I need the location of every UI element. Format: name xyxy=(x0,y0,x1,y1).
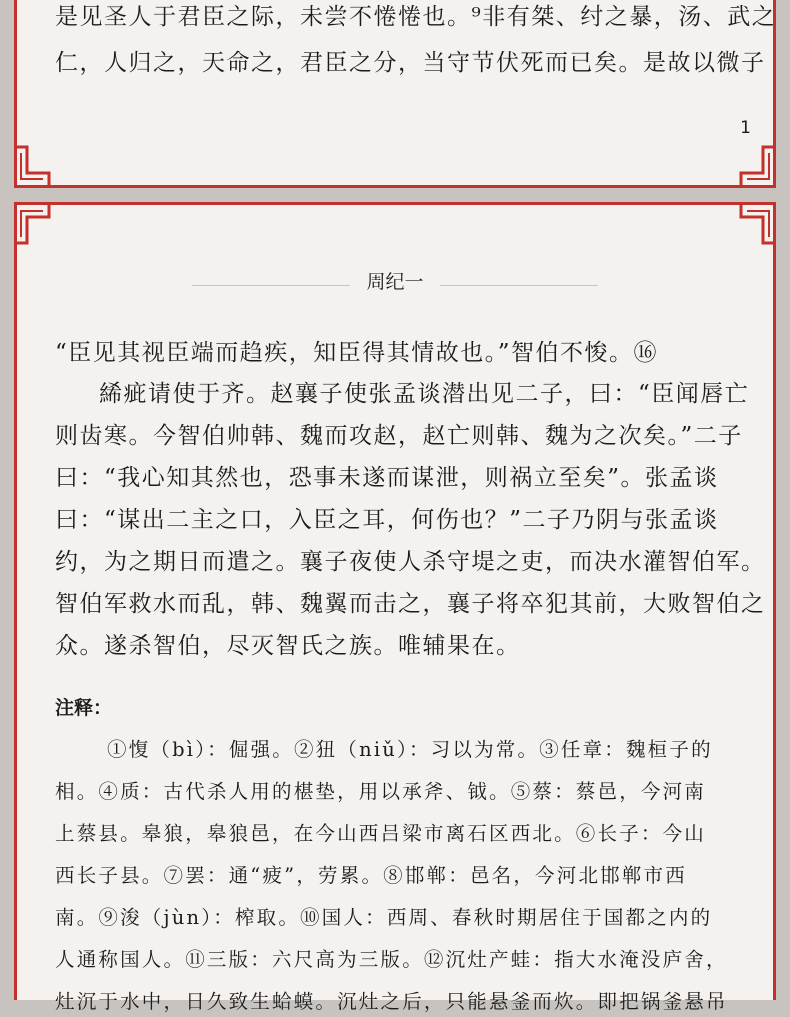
corner-ornament-icon xyxy=(17,145,57,185)
body-text-line: “臣见其视臣端而趋疾，知臣得其情故也。”智伯不悛。⑯ xyxy=(55,340,659,366)
body-text-line: 众。遂杀智伯，尽灭智氏之族。唯辅果在。 xyxy=(55,633,521,659)
note-line: 人通称国人。⑪三版：六尺高为三版。⑫沉灶产蛙：指大水淹没庐舍， xyxy=(55,948,728,971)
previous-page xyxy=(14,0,776,188)
corner-ornament-icon xyxy=(733,205,773,245)
note-line: 上蔡县。皋狼，皋狼邑，在今山西吕梁市离石区西北。⑥长子：今山 xyxy=(55,822,707,845)
note-line: 西长子县。⑦罢：通“疲”，劳累。⑧邯郸：邑名，今河北邯郸市西 xyxy=(55,864,687,887)
note-line: ①愎（bì）：倔强。②狃（niǔ）：习以为常。③任章：魏桓子的 xyxy=(107,738,713,761)
body-text-line: 曰：“我心知其然也，恐事未遂而谋泄，则祸立至矣”。张孟谈 xyxy=(55,465,719,491)
body-text-line: 约，为之期日而遣之。襄子夜使人杀守堤之吏，而决水灌智伯军。 xyxy=(55,549,766,575)
current-page xyxy=(14,202,776,1013)
corner-ornament-icon xyxy=(17,205,57,245)
body-text-line: 仁，人归之，天命之，君臣之分，当守节伏死而已矣。是故以微子 xyxy=(55,50,766,76)
corner-ornament-icon xyxy=(733,145,773,185)
body-text-line: 则齿寒。今智伯帅韩、魏而攻赵，赵亡则韩、魏为之次矣。”二子 xyxy=(55,423,743,449)
note-line: 灶沉于水中，日久致生蛤蟆。沉灶之后，只能悬釜而炊。即把锅釜悬吊 xyxy=(55,990,728,1013)
notes-heading: 注释： xyxy=(55,697,113,719)
body-text-line: 智伯军救水而乱，韩、魏翼而击之，襄子将卒犯其前，大败智伯之 xyxy=(55,591,766,617)
body-text-line: 是见圣人于君臣之际，未尝不惓惓也。⁹非有桀、纣之暴，汤、武之 xyxy=(55,4,777,30)
body-text-line: 絺疵请使于齐。赵襄子使张孟谈潜出见二子，曰：“臣闻唇亡 xyxy=(99,381,750,407)
note-line: 相。④质：古代杀人用的椹垫，用以承斧、钺。⑤蔡：蔡邑，今河南 xyxy=(55,780,707,803)
page-number: 1 xyxy=(740,118,751,138)
running-header: 周纪一 xyxy=(350,267,439,297)
note-line: 南。⑨浚（jùn）：榨取。⑩国人：西周、春秋时期居住于国都之内的 xyxy=(55,906,713,929)
body-text-line: 曰：“谋出二主之口，入臣之耳，何伤也？”二子乃阴与张孟谈 xyxy=(55,507,719,533)
